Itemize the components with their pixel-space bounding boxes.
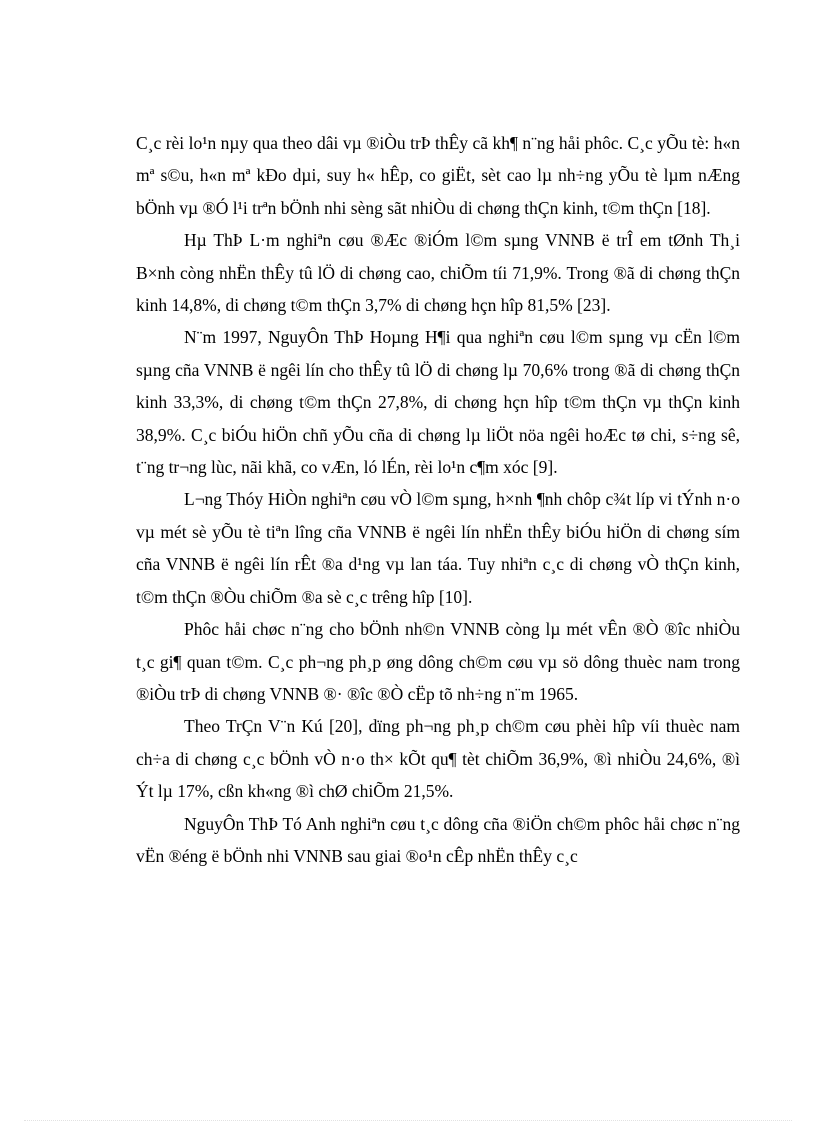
page-bottom-divider	[24, 1120, 792, 1121]
paragraph: Hµ ThÞ L·m nghiªn cøu ®Æc ®iÓm l©m sµng VNNB ë trÎ em tØnh Th¸i B×nh còng nhËn thÊy tû lÖ di chøng cao, chiÕm tíi 71,9%. Trong ®ã di chøng thÇn kinh 14,8%, di chøng t©m thÇn 3,7% di chøng hçn hîp 81,5% [23].	[136, 230, 740, 316]
paragraph: Phôc håi chøc n¨ng cho bÖnh nh©n VNNB còng lµ mét vÊn ®Ò ®îc nhiÒu t¸c gi¶ quan t©m. C¸c ph¬ng ph¸p øng dông ch©m cøu vµ sö dông thuèc nam trong ®iÒu trÞ di chøng VNNB ®· ®îc ®Ò cËp tõ nh÷ng n¨m 1965.	[136, 619, 740, 704]
paragraph: N¨m 1997, NguyÔn ThÞ Hoµng H¶i qua nghiªn cøu l©m sµng vµ cËn l©m sµng cña VNNB ë ngêi lín cho thÊy tû lÖ di chøng lµ 70,6% trong ®ã di chøng thÇn kinh 33,3%, di chøng t©m thÇn 27,8%, di chøng hçn hîp t©m thÇn vµ thÇn kinh 38,9%. C¸c biÓu hiÖn chñ yÕu cña di chøng lµ liÖt nöa ngêi hoÆc tø chi, s÷ng sê, t¨ng tr¬ng lùc, nãi khã, co vÆn, ló lÉn, rèi lo¹n c¶m xóc [9].	[136, 327, 740, 478]
paragraph: L¬ng Thóy HiÒn nghiªn cøu vÒ l©m sµng, h×nh ¶nh chôp c¾t líp vi tÝnh n·o vµ mét sè yÕu tè tiªn lîng cña VNNB ë ngêi lín nhËn thÊy biÓu hiÖn di chøng sím cña VNNB ë ngêi lín rÊt ®a d¹ng vµ lan táa. Tuy nhiªn c¸c di chøng vÒ thÇn kinh, t©m thÇn ®Òu chiÕm ®a sè c¸c trêng hîp [10].	[136, 489, 740, 607]
paragraph: Theo TrÇn V¨n Kú [20], dïng ph¬ng ph¸p ch©m cøu phèi hîp víi thuèc nam ch÷a di chøng c¸c bÖnh vÒ n·o th× kÕt qu¶ tèt chiÕm 36,9%, ®ì nhiÒu 24,6%, ®ì Ýt lµ 17%, cßn kh«ng ®ì chØ chiÕm 21,5%.	[136, 716, 740, 802]
body-text	[136, 127, 740, 872]
paragraph: NguyÔn ThÞ Tó Anh nghiªn cøu t¸c dông cña ®iÖn ch©m phôc håi chøc n¨ng vËn ®éng ë bÖnh nhi VNNB sau giai ®o¹n cÊp nhËn thÊy c¸c	[136, 813, 740, 866]
paragraph: C¸c rèi lo¹n nµy qua theo dâi vµ ®iÒu trÞ thÊy cã kh¶ n¨ng håi phôc. C¸c yÕu tè: h«n mª s©u, h«n mª kÐo dµi, suy h« hÊp, co giËt, sèt cao lµ nh÷ng yÕu tè lµm nÆng bÖnh vµ ®Ó l¹i trªn bÖnh nhi sèng sãt nhiÒu di chøng thÇn kinh, t©m thÇn [18].	[136, 133, 740, 218]
